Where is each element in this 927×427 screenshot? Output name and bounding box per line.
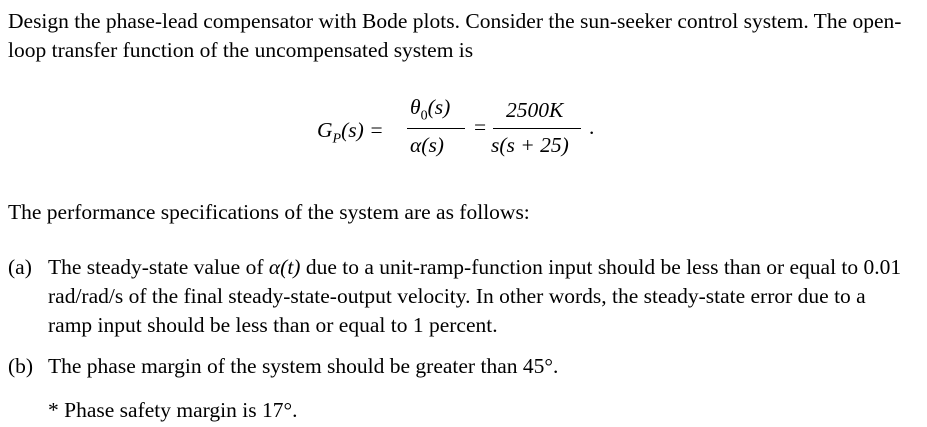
fraction2-bar — [493, 128, 581, 129]
theta-symbol: θ — [410, 95, 421, 119]
intro-paragraph: Design the phase-lead compensator with Bode plots. Consider the sun-seeker control system. The open-loop transfer function of the uncompensated system is — [8, 9, 902, 62]
fraction2-denominator: s(s + 25) — [491, 133, 569, 157]
safety-margin-note: * Phase safety margin is 17°. — [48, 398, 298, 422]
performance-heading: The performance specifications of the system are as follows: — [8, 200, 530, 224]
item-label: (a) — [8, 255, 32, 279]
fraction2-numerator: 2500K — [506, 98, 564, 122]
alpha-t-math: α(t) — [268, 255, 301, 279]
equation-period: . — [589, 115, 595, 139]
lhs-argument: (s) = — [341, 118, 384, 142]
item-text-part1: The steady-state value of — [48, 255, 269, 279]
theta-subscript: 0 — [420, 108, 428, 124]
fraction1-denominator: α(s) — [410, 133, 444, 157]
fraction1-numerator — [410, 95, 450, 124]
equals-sign: = — [474, 115, 487, 139]
item-label: (b) — [8, 354, 34, 378]
item-text: The phase margin of the system should be greater than 45°. — [48, 354, 559, 378]
fraction1-bar — [407, 128, 465, 129]
item-text-part2: due to a unit-ramp-function input should be less than or equal to 0.01 rad/rad/s of the final steady-state-output velocity. In other words, the steady-state error due to a ramp input should be less than or equal to 1 percent. — [48, 255, 902, 337]
numerator-argument: (s) — [427, 95, 451, 119]
lhs-subscript: P — [332, 131, 342, 147]
item-text — [48, 253, 908, 340]
equation-lhs — [317, 118, 384, 147]
lhs-symbol: G — [317, 118, 333, 142]
